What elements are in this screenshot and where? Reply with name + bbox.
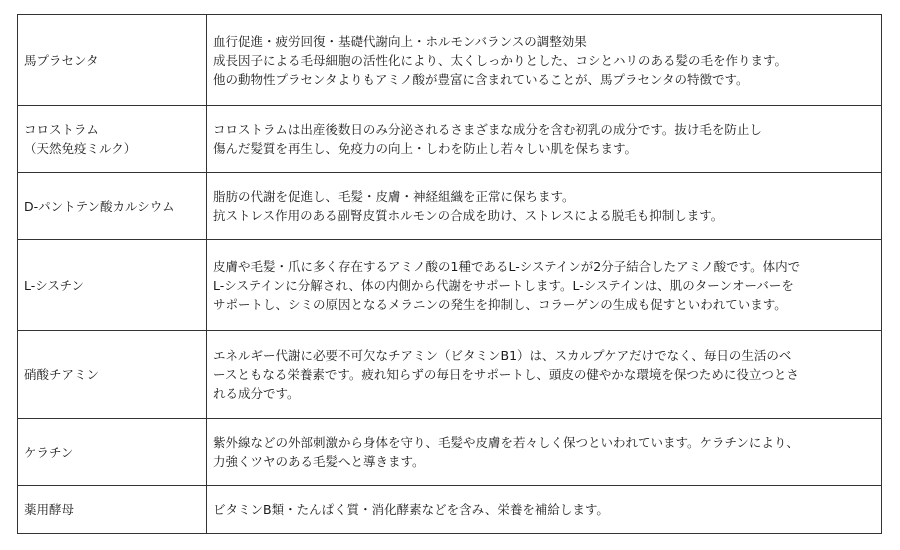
description-line: 他の動物性プラセンタよりもアミノ酸が豊富に含まれていることが、馬プラセンタの特徴です。 [213, 71, 749, 87]
description-line: ビタミンB類・たんぱく質・消化酵素などを含み、栄養を補給します。 [213, 502, 609, 517]
ingredient-name-cell [18, 486, 207, 534]
table-row [18, 486, 882, 534]
ingredient-name-cell [18, 240, 207, 331]
description-line: エネルギー代謝に必要不可欠なチアミン（ビタミンB1）は、スカルプケアだけでなく、毎日の生活のベ [213, 348, 792, 363]
description-line: 成長因子による毛母細胞の活性化により、太くしっかりとした、コシとハリのある髪の毛を作ります。 [213, 52, 788, 68]
ingredient-name: 硝酸チアミン [24, 367, 100, 382]
description-line: L-システインに分解され、体の内側から代謝をサポートします。L-システインは、肌のターンオーバーを [213, 277, 794, 293]
ingredient-description-cell [207, 240, 882, 331]
table-row [18, 419, 882, 486]
ingredient-name: ケラチン [24, 444, 74, 460]
description-line: サポートし、シミの原因となるメラニンの発生を抑制し、コラーゲンの生成も促すといわれています。 [213, 296, 787, 312]
ingredient-name-cell [18, 331, 207, 419]
description-line: 紫外線などの外部刺激から身体を守り、毛髪や皮膚を若々しく保つといわれています。ケラチンにより、 [213, 435, 799, 450]
description-line: れる成分です。 [213, 386, 300, 401]
ingredient-name-cell [18, 106, 207, 173]
ingredient-description-cell [207, 419, 882, 486]
ingredient-name-cell [18, 15, 207, 106]
table-row [18, 15, 882, 106]
ingredient-name: 薬用酵母 [24, 502, 75, 517]
ingredient-description-cell [207, 15, 882, 106]
description-line: コロストラムは出産後数日のみ分泌されるさまざまな成分を含む初乳の成分です。抜け毛を防止し [213, 122, 762, 137]
ingredient-description-cell [207, 331, 882, 419]
table-row [18, 106, 882, 173]
description-line: 傷んだ髪質を再生し、免疫力の向上・しわを防止し若々しい肌を保ちます。 [213, 141, 638, 156]
ingredient-description-cell [207, 173, 882, 240]
ingredient-name-sub: （天然免疫ミルク） [24, 141, 137, 156]
description-line: 抗ストレス作用のある副腎皮質ホルモンの合成を助け、ストレスによる脱毛も抑制します。 [213, 208, 724, 223]
ingredient-name: コロストラム [24, 122, 99, 137]
description-line: 血行促進・疲労回復・基礎代謝向上・ホルモンバランスの調整効果 [213, 33, 587, 49]
ingredient-name-cell [18, 173, 207, 240]
ingredient-description-cell [207, 486, 882, 534]
table-row [18, 173, 882, 240]
ingredient-name: D-パントテン酸カルシウム [24, 198, 175, 214]
description-line: 脂肪の代謝を促進し、毛髪・皮膚・神経組織を正常に保ちます。 [213, 189, 575, 204]
ingredients-table [17, 14, 882, 534]
description-line: 皮膚や毛髪・爪に多く存在するアミノ酸の1種であるL-システインが2分子結合したアミノ酸です。体内で [213, 258, 801, 274]
ingredient-name: L-シスチン [24, 277, 85, 293]
ingredient-name-cell [18, 419, 207, 486]
description-line: 力強くツヤのある毛髪へと導きます。 [213, 454, 425, 469]
ingredient-name: 馬プラセンタ [24, 52, 99, 68]
description-line: ースともなる栄養素です。疲れ知らずの毎日をサポートし、頭皮の健やかな環境を保つために役立つとさ [213, 367, 799, 382]
table-row [18, 331, 882, 419]
table-row [18, 240, 882, 331]
ingredients-table-container [17, 14, 882, 534]
ingredient-description-cell [207, 106, 882, 173]
